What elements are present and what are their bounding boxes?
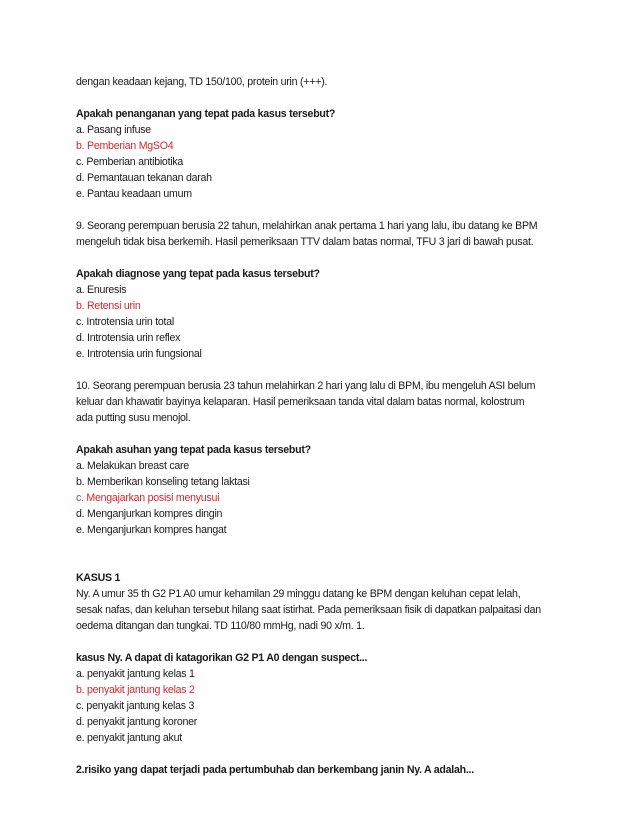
option-8c: c. Pemberian antibiotika xyxy=(76,156,184,168)
option-10b: b. Memberikan konseling tetang laktasi xyxy=(76,476,250,488)
document-body xyxy=(76,74,576,778)
option-10a: a. Melakukan breast care xyxy=(76,460,189,472)
option-9e: e. Introtensia urin fungsional xyxy=(76,348,202,360)
kasus-1-line-1: Ny. A umur 35 th G2 P1 A0 umur kehamilan 29 minggu datang ke BPM dengan keluhan cepat lelah, xyxy=(76,588,521,600)
option-10e: e. Menganjurkan kompres hangat xyxy=(76,524,227,536)
question-kasus-1: kasus Ny. A dapat di katagorikan G2 P1 A0 dengan suspect... xyxy=(76,652,368,664)
option-k1c: c. penyakit jantung kelas 3 xyxy=(76,700,195,712)
question-10: Apakah asuhan yang tepat pada kasus tersebut? xyxy=(76,444,311,456)
option-k1b-answer: b. penyakit jantung kelas 2 xyxy=(76,684,195,696)
kasus-heading: KASUS 1 xyxy=(76,572,121,584)
case-8-continuation: dengan keadaan kejang, TD 150/100, protein urin (+++). xyxy=(76,76,328,88)
option-9d: d. Introtensia urin reflex xyxy=(76,332,181,344)
kasus-1-line-3: oedema ditangan dan tungkai. TD 110/80 mmHg, nadi 90 x/m. 1. xyxy=(76,620,365,632)
kasus-1-line-2: sesak nafas, dan keluhan tersebut hilang saat istirhat. Pada pemeriksaan fisik di dapatkan palpaitasi dan xyxy=(76,604,541,616)
option-9c: c. Introtensia urin total xyxy=(76,316,174,328)
option-10c-answer: c. Mengajarkan posisi menyusui xyxy=(76,492,220,504)
case-9-line-1: 9. Seorang perempuan berusia 22 tahun, melahirkan anak pertama 1 hari yang lalu, ibu datang ke BPM xyxy=(76,220,538,232)
option-8d: d. Pemantauan tekanan darah xyxy=(76,172,212,184)
option-k1e: e. penyakit jantung akut xyxy=(76,732,182,744)
option-9b-answer: b. Retensi urin xyxy=(76,300,141,312)
option-k1a: a. penyakit jantung kelas 1 xyxy=(76,668,195,680)
question-9: Apakah diagnose yang tepat pada kasus tersebut? xyxy=(76,268,320,280)
option-9a: a. Enuresis xyxy=(76,284,127,296)
option-8a: a. Pasang infuse xyxy=(76,124,151,136)
case-10-line-2: keluar dan khawatir bayinya kelaparan. Hasil pemeriksaan tanda vital dalam batas normal, kolostrum xyxy=(76,396,525,408)
question-kasus-2: 2.risiko yang dapat terjadi pada pertumbuhab dan berkembang janin Ny. A adalah... xyxy=(76,764,474,776)
case-10-line-1: 10. Seorang perempuan berusia 23 tahun melahirkan 2 hari yang lalu di BPM, ibu mengeluh ASI belum xyxy=(76,380,536,392)
case-9-line-2: mengeluh tidak bisa berkemih. Hasil pemeriksaan TTV dalam batas normal, TFU 3 jari di bawah pusat. xyxy=(76,236,534,248)
option-8e: e. Pantau keadaan umum xyxy=(76,188,192,200)
option-10d: d. Menganjurkan kompres dingin xyxy=(76,508,223,520)
question-8: Apakah penanganan yang tepat pada kasus tersebut? xyxy=(76,108,336,120)
option-8b-answer: b. Pemberian MgSO4 xyxy=(76,140,174,152)
case-10-line-3: ada putting susu menojol. xyxy=(76,412,191,424)
option-k1d: d. penyakit jantung koroner xyxy=(76,716,198,728)
